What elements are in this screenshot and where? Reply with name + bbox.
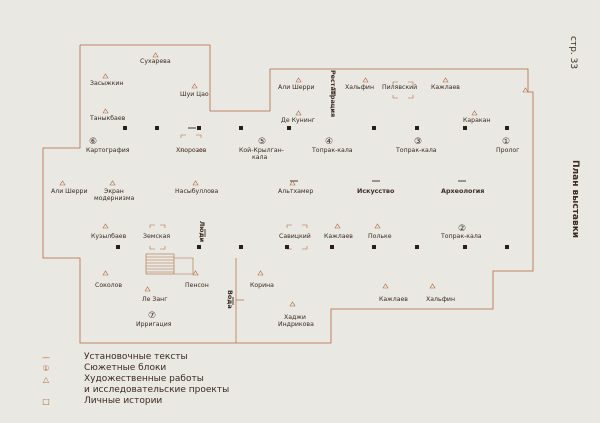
personal-story-square	[239, 126, 243, 130]
label: Кой-Крылган-	[239, 147, 284, 154]
label: Сухарева	[140, 58, 171, 65]
personal-story-square	[116, 245, 120, 249]
circled-number-icon: ①	[42, 364, 50, 373]
legend-text: Личные истории	[84, 396, 163, 406]
legend-text: Установочные тексты	[84, 352, 188, 362]
legend-text: и исследовательские проекты	[84, 385, 230, 395]
artwork-triangle	[472, 111, 477, 115]
legend-text: Художественные работы	[84, 374, 204, 384]
personal-story-square	[505, 245, 509, 249]
artwork-triangle	[110, 181, 115, 185]
zone-brackets	[150, 82, 413, 249]
personal-story-square	[415, 126, 419, 130]
label: Засыжкин	[90, 80, 124, 87]
intro-text-markers	[188, 88, 466, 305]
label: Соколов	[95, 282, 123, 289]
story-block-1: ①	[502, 137, 511, 147]
personal-story-square	[463, 126, 467, 130]
label: Корина	[250, 282, 274, 289]
label: Савицкий	[279, 233, 311, 240]
artwork-triangle	[103, 224, 108, 228]
artwork-triangle	[145, 287, 150, 291]
label: Каракан	[463, 117, 491, 124]
personal-story-square	[197, 126, 201, 130]
label: Шуи Цао	[180, 91, 209, 98]
artwork-triangle	[103, 271, 108, 275]
story-block-4: ④	[325, 137, 334, 147]
label: Картография	[86, 147, 130, 154]
label: Польке	[368, 233, 392, 240]
artwork-triangle	[258, 271, 263, 275]
label: Кузылбаев	[91, 233, 127, 240]
artwork-triangle	[60, 181, 65, 185]
personal-story-square	[197, 245, 201, 249]
artwork-triangle	[296, 78, 301, 82]
personal-story-square	[330, 245, 334, 249]
personal-story-square	[463, 245, 467, 249]
side-title: План выставки	[570, 160, 580, 239]
label: Ирригация	[136, 321, 172, 328]
story-block-5: ⑤	[258, 137, 267, 147]
personal-story-square	[287, 126, 291, 130]
artwork-triangle	[153, 53, 158, 57]
artwork-triangle	[523, 88, 528, 92]
label: Топрак-кала	[312, 147, 353, 154]
label: Хальфин	[426, 296, 455, 303]
label: Де Кунинг	[281, 117, 316, 124]
story-block-2: ②	[458, 224, 467, 234]
personal-story-square	[239, 245, 243, 249]
personal-story-square	[505, 126, 509, 130]
label: Таныкбаев	[90, 115, 126, 122]
artwork-triangle	[443, 78, 448, 82]
artwork-triangle	[103, 109, 108, 113]
label-vertical: Вода	[226, 290, 234, 309]
artwork-triangle	[383, 284, 388, 288]
personal-story-square	[372, 126, 376, 130]
plan-labels	[51, 58, 519, 328]
artwork-triangle	[290, 302, 295, 306]
artwork-triangle	[375, 224, 380, 228]
personal-story-square	[155, 126, 159, 130]
artwork-triangle	[430, 284, 435, 288]
artwork-triangle	[296, 111, 301, 115]
label: Альтхамер	[278, 188, 314, 195]
square-icon: □	[42, 397, 50, 406]
label: Земская	[143, 233, 171, 240]
story-block-6: ⑥	[89, 137, 98, 147]
artwork-triangle	[290, 181, 295, 185]
label: Насыбуллова	[175, 188, 219, 195]
label: Али Шерри	[51, 188, 88, 195]
label: Пилявский	[382, 84, 418, 91]
label: Топрак-кала	[396, 147, 437, 154]
legend-text: Сюжетные блоки	[84, 363, 167, 373]
story-block-numbers	[89, 137, 510, 321]
label: Топрак-кала	[441, 233, 482, 240]
artwork-triangle	[192, 84, 197, 88]
personal-story-square	[372, 245, 376, 249]
label-vertical: Люди	[198, 221, 206, 243]
story-block-3: ③	[414, 137, 423, 147]
personal-story-square	[123, 126, 127, 130]
label: Пенсон	[185, 282, 209, 289]
label: модернизма	[94, 195, 135, 202]
artwork-triangle	[193, 181, 198, 185]
artwork-triangle	[335, 224, 340, 228]
label: Хаджи	[284, 314, 306, 321]
label: Археология	[441, 187, 485, 195]
page-number: стр. 33	[568, 36, 578, 70]
label: Ле Занг	[142, 296, 168, 303]
dash-icon: —	[42, 353, 50, 362]
label: Кажлаев	[379, 296, 408, 303]
label: Экран	[104, 188, 124, 195]
label: Хальфин	[345, 84, 374, 91]
label: Пролог	[496, 147, 520, 154]
label: Кажлаев	[324, 233, 353, 240]
label-vertical: Реставрация	[329, 70, 337, 118]
artwork-triangle	[363, 78, 368, 82]
stairs	[146, 254, 193, 274]
label: Хлорозов	[176, 147, 207, 154]
personal-story-square	[285, 245, 289, 249]
story-block-7: ⑦	[148, 311, 157, 321]
label: Али Шерри	[278, 84, 315, 91]
label: кала	[252, 154, 268, 161]
personal-story-square	[415, 245, 419, 249]
label: Кажлаев	[431, 84, 460, 91]
artwork-triangle	[193, 271, 198, 275]
triangle-icon: △	[42, 375, 50, 384]
label: Индрикова	[278, 321, 314, 328]
artwork-triangle	[103, 74, 108, 78]
label: Искусство	[357, 187, 395, 195]
